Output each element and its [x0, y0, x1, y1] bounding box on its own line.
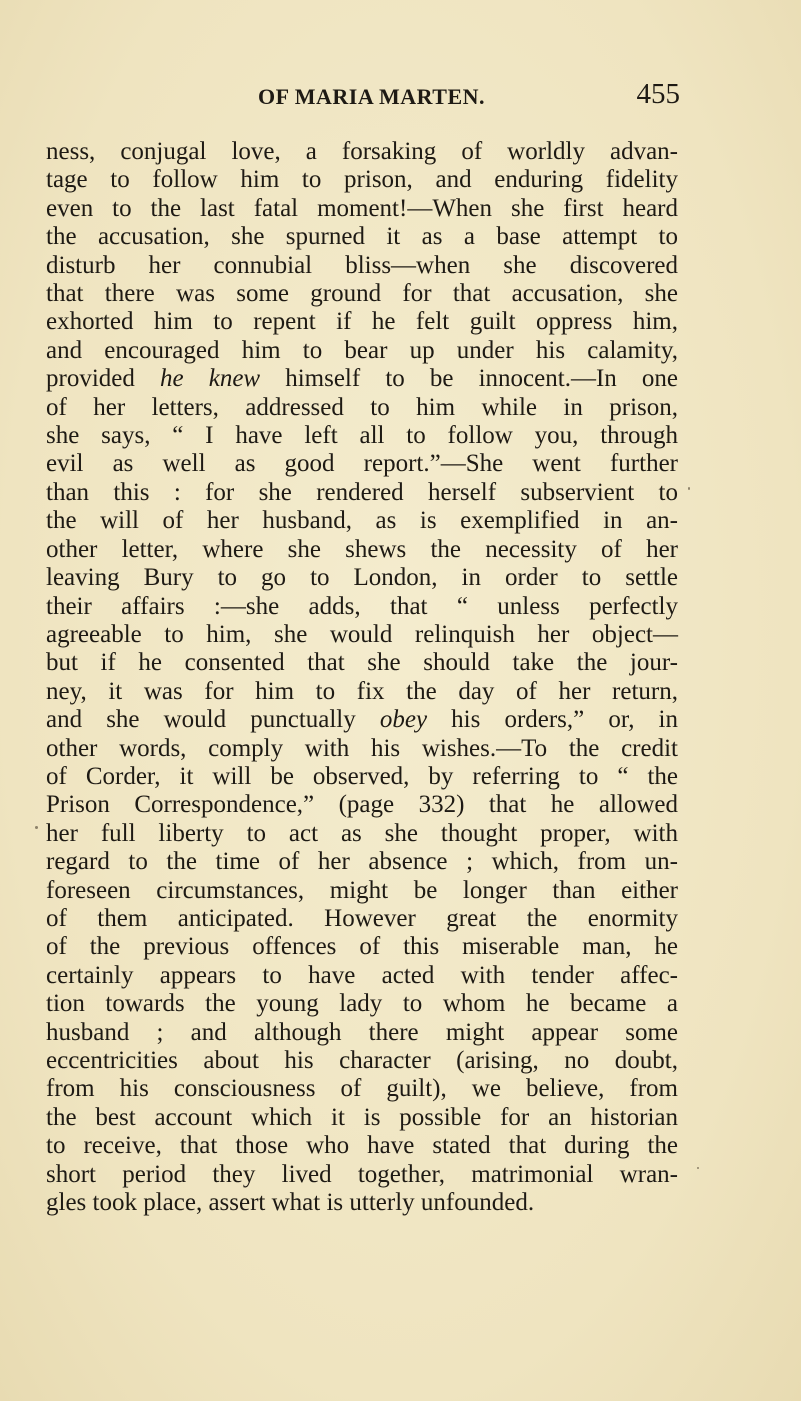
text-line: [46, 962, 678, 990]
paper-speck: [688, 487, 690, 490]
text-run: other words, comply with his wishes.—To the credit: [46, 734, 678, 762]
text-line: [46, 1075, 678, 1103]
text-line: [46, 1132, 678, 1160]
text-run: his orders,” or, in: [427, 706, 678, 734]
text-line: [46, 848, 678, 876]
text-line: [46, 1104, 678, 1132]
text-run: the best account which it is possible for an historian: [46, 1103, 678, 1131]
text-run: and she would punctually: [46, 706, 380, 734]
text-run: disturb her connubial bliss—when she discovered: [46, 251, 678, 279]
text-run: than this : for she rendered herself subservient to: [46, 478, 678, 506]
text-run: other letter, where she shews the necessity of her: [46, 535, 678, 563]
text-run: evil as well as good report.”—She went further: [46, 450, 678, 478]
text-run: their affairs :—she adds, that “ unless perfectly: [46, 592, 678, 620]
text-run: husband ; and although there might appear some: [46, 1018, 678, 1046]
text-run: himself to be innocent.—In one: [260, 365, 678, 393]
text-line: [46, 933, 678, 961]
text-line: [46, 507, 678, 535]
text-line: [46, 820, 678, 848]
text-run: the accusation, she spurned it as a base attempt to: [46, 223, 678, 251]
text-line: [46, 877, 678, 905]
text-line: [46, 422, 678, 450]
running-title: OF MARIA MARTEN.: [258, 84, 486, 109]
text-line: [46, 763, 678, 791]
text-run: to receive, that those who have stated that during the: [46, 1132, 678, 1160]
text-run: Prison Correspondence,” (page 332) that he allowed: [46, 791, 678, 819]
text-line: [46, 280, 678, 308]
text-run: but if he consented that she should take the jour-: [46, 649, 678, 677]
text-line: [46, 1047, 678, 1075]
text-run: tion towards the young lady to whom he became a: [46, 990, 678, 1018]
text-line: [46, 365, 678, 393]
italic-emphasis: obey: [379, 706, 428, 734]
text-line: [46, 735, 678, 763]
text-run: of Corder, it will be observed, by referring to “ the: [46, 762, 678, 790]
text-line: [46, 1189, 678, 1217]
text-run: ney, it was for him to fix the day of her return,: [46, 677, 678, 705]
text-line: [46, 791, 678, 819]
text-line: [46, 990, 678, 1018]
text-line: [46, 166, 678, 194]
text-run: exhorted him to repent if he felt guilt oppress him,: [46, 308, 678, 336]
text-run: ness, conjugal love, a forsaking of worldly advan-: [46, 138, 678, 165]
text-run: foreseen circumstances, might be longer than either: [46, 876, 678, 904]
text-line: [46, 195, 678, 223]
text-line: [46, 649, 678, 677]
text-line: [46, 536, 678, 564]
text-run: agreeable to him, she would relinquish her object—: [46, 620, 678, 648]
text-line: [46, 678, 678, 706]
text-line: [46, 621, 678, 649]
page-number: 455: [636, 78, 680, 110]
paper-speck: [697, 1167, 699, 1169]
text-line: [46, 1019, 678, 1047]
text-run: gles took place, assert what is utterly unfounded.: [46, 1189, 535, 1217]
text-line: [46, 223, 678, 251]
text-run: eccentricities about his character (arising, no doubt,: [46, 1047, 678, 1074]
text-line: [46, 564, 678, 592]
paper-speck: [35, 826, 38, 829]
text-line: [46, 450, 678, 478]
text-run: short period they lived together, matrimonial wran-: [46, 1160, 678, 1188]
text-run: leaving Bury to go to London, in order to settle: [46, 564, 678, 592]
text-run: provided: [46, 365, 160, 393]
text-line: [46, 706, 678, 734]
text-run: she says, “ I have left all to follow you, through: [46, 422, 678, 450]
text-line: [46, 394, 678, 422]
italic-emphasis: he knew: [160, 365, 261, 393]
text-line: [46, 479, 678, 507]
text-run: from his consciousness of guilt), we believe, from: [46, 1075, 678, 1103]
text-line: [46, 593, 678, 621]
text-run: her full liberty to act as she thought proper, with: [46, 819, 678, 847]
text-run: that there was some ground for that accusation, she: [46, 280, 678, 308]
text-run: of the previous offences of this miserable man, he: [46, 933, 678, 961]
body-text: [46, 138, 678, 1217]
text-line: [46, 138, 678, 166]
text-run: the will of her husband, as is exemplified in an-: [46, 507, 678, 535]
text-line: [46, 1161, 678, 1189]
text-run: tage to follow him to prison, and enduring fidelity: [46, 166, 678, 194]
text-run: regard to the time of her absence ; which, from un-: [46, 848, 678, 876]
text-line: [46, 337, 678, 365]
text-run: certainly appears to have acted with tender affec-: [46, 961, 678, 989]
text-line: [46, 308, 678, 336]
text-run: even to the last fatal moment!—When she first heard: [46, 194, 678, 222]
text-run: and encouraged him to bear up under his calamity,: [46, 336, 678, 364]
text-run: of them anticipated. However great the enormity: [46, 904, 678, 932]
text-run: of her letters, addressed to him while in prison,: [46, 393, 678, 421]
text-line: [46, 252, 678, 280]
text-line: [46, 905, 678, 933]
